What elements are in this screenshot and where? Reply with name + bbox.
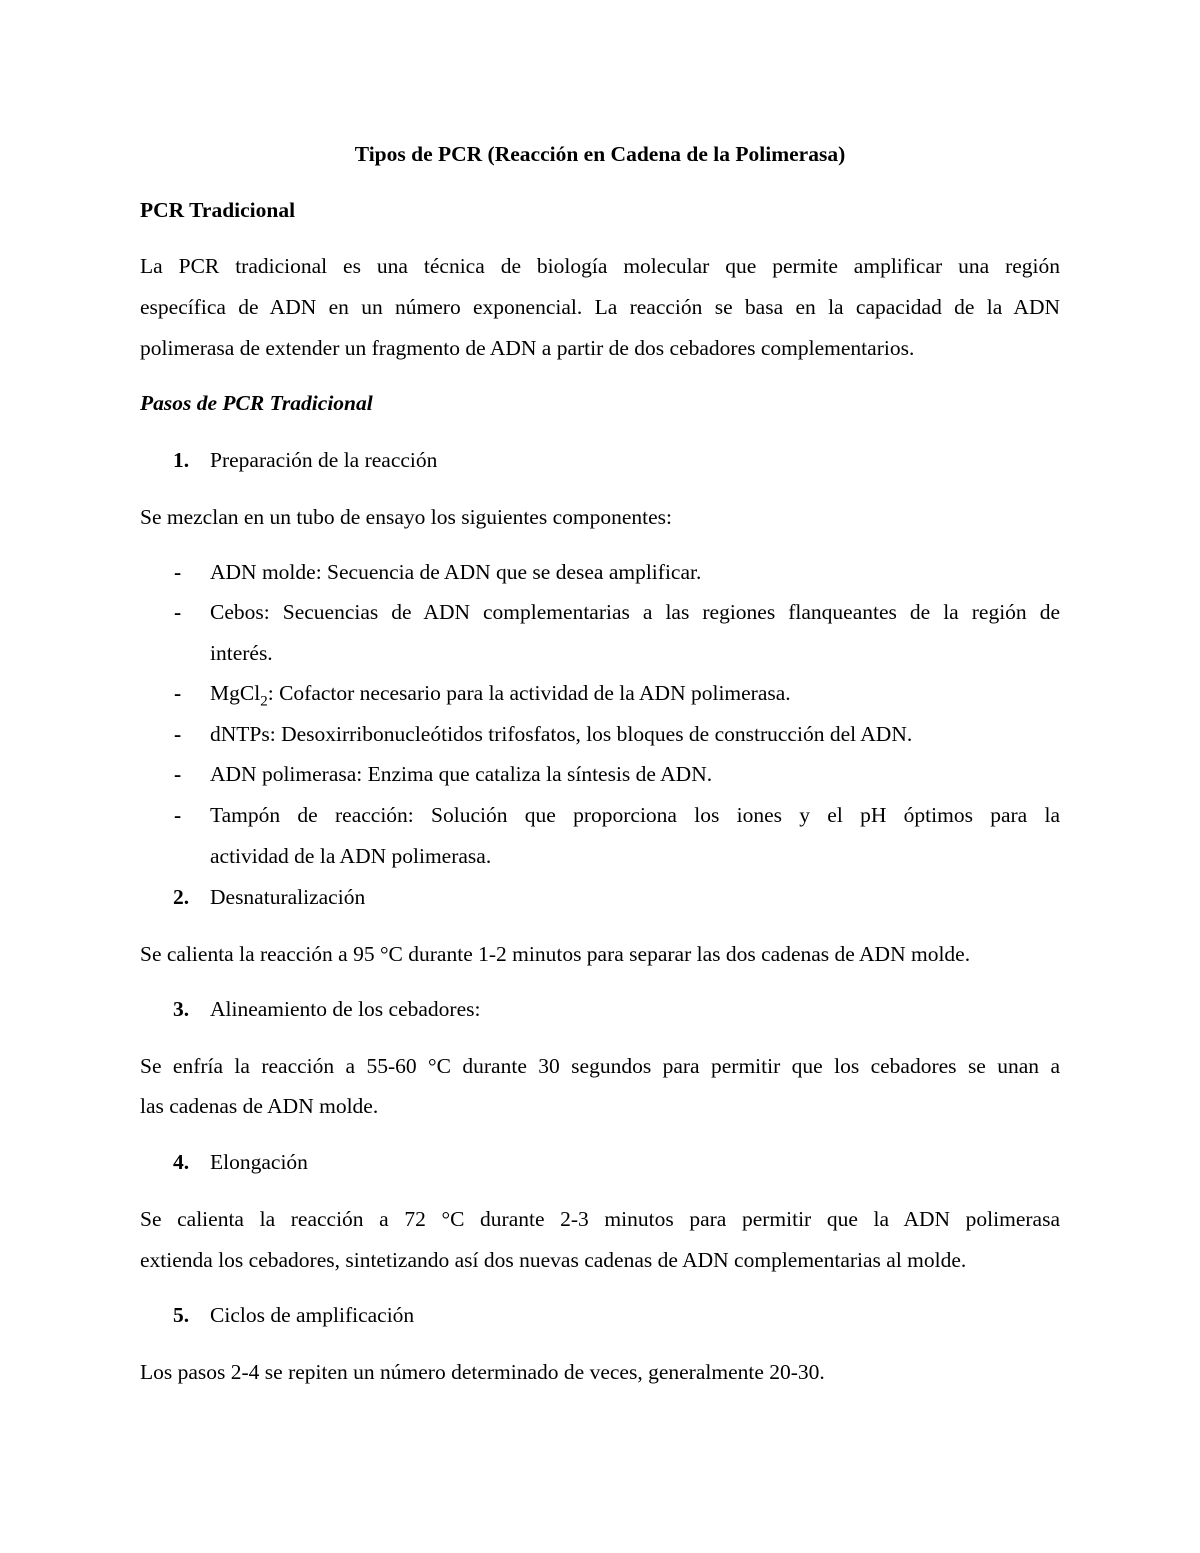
step-2-number: 2.	[173, 885, 190, 909]
intro-line-3: polimerasa de extender un fragmento de ADN a partir de dos cebadores complementarios.	[140, 336, 915, 360]
step-4-number: 4.	[173, 1150, 190, 1174]
component-tampon-line-2: actividad de la ADN polimerasa.	[210, 844, 492, 868]
mgcl2-rest: : Cofactor necesario para la actividad de la ADN polimerasa.	[267, 681, 791, 705]
step-3-label: Alineamiento de los cebadores:	[210, 997, 481, 1021]
steps-heading: Pasos de PCR Tradicional	[140, 391, 373, 415]
section-heading: PCR Tradicional	[140, 198, 296, 222]
step-1-description: Se mezclan en un tubo de ensayo los siguientes componentes:	[140, 505, 672, 529]
document-page	[140, 0, 1060, 1553]
step-4-description-line-2: extienda los cebadores, sintetizando así dos nuevas cadenas de ADN complementarias al molde.	[140, 1248, 967, 1272]
step-3-number: 3.	[173, 997, 190, 1021]
step-5-label: Ciclos de amplificación	[210, 1303, 415, 1327]
step-5-number: 5.	[173, 1303, 190, 1327]
component-dntps: dNTPs: Desoxirribonucleótidos trifosfatos, los bloques de construcción del ADN.	[210, 722, 913, 746]
component-adn-polimerasa: ADN polimerasa: Enzima que cataliza la síntesis de ADN.	[210, 762, 713, 786]
step-5-description: Los pasos 2-4 se repiten un número determinado de veces, generalmente 20-30.	[140, 1360, 825, 1384]
component-adn-molde: ADN molde: Secuencia de ADN que se desea amplificar.	[210, 560, 702, 584]
bullet-dash: -	[174, 600, 182, 624]
step-1-number: 1.	[173, 448, 190, 472]
step-3-description-line-1: Se enfría la reacción a 55-60 °C durante 30 segundos para permitir que los cebadores se unan a	[140, 1054, 1060, 1078]
step-4-description-line-1: Se calienta la reacción a 72 °C durante 2-3 minutos para permitir que la ADN polimerasa	[140, 1207, 1060, 1231]
step-4-label: Elongación	[210, 1150, 308, 1174]
step-2-description: Se calienta la reacción a 95 °C durante 1-2 minutos para separar las dos cadenas de ADN molde.	[140, 942, 971, 966]
bullet-dash: -	[174, 803, 182, 827]
intro-line-2: específica de ADN en un número exponencial. La reacción se basa en la capacidad de la ADN	[140, 295, 1060, 319]
component-mgcl2	[210, 678, 791, 708]
bullet-dash: -	[174, 681, 182, 705]
step-3-description-line-2: las cadenas de ADN molde.	[140, 1094, 379, 1118]
intro-line-1: La PCR tradicional es una técnica de biología molecular que permite amplificar una región	[140, 254, 1060, 278]
document-title: Tipos de PCR (Reacción en Cadena de la Polimerasa)	[354, 142, 846, 166]
mgcl2-prefix: MgCl	[210, 681, 261, 705]
bullet-dash: -	[174, 762, 182, 786]
component-tampon-line-1: Tampón de reacción: Solución que proporciona los iones y el pH óptimos para la	[210, 803, 1060, 827]
mgcl2-subscript: 2	[260, 693, 268, 710]
component-cebos-line-1: Cebos: Secuencias de ADN complementarias a las regiones flanqueantes de la región de	[210, 600, 1060, 624]
bullet-dash: -	[174, 560, 182, 584]
bullet-dash: -	[174, 722, 182, 746]
step-2-label: Desnaturalización	[210, 885, 366, 909]
step-1-label: Preparación de la reacción	[210, 448, 438, 472]
component-cebos-line-2: interés.	[210, 641, 273, 665]
